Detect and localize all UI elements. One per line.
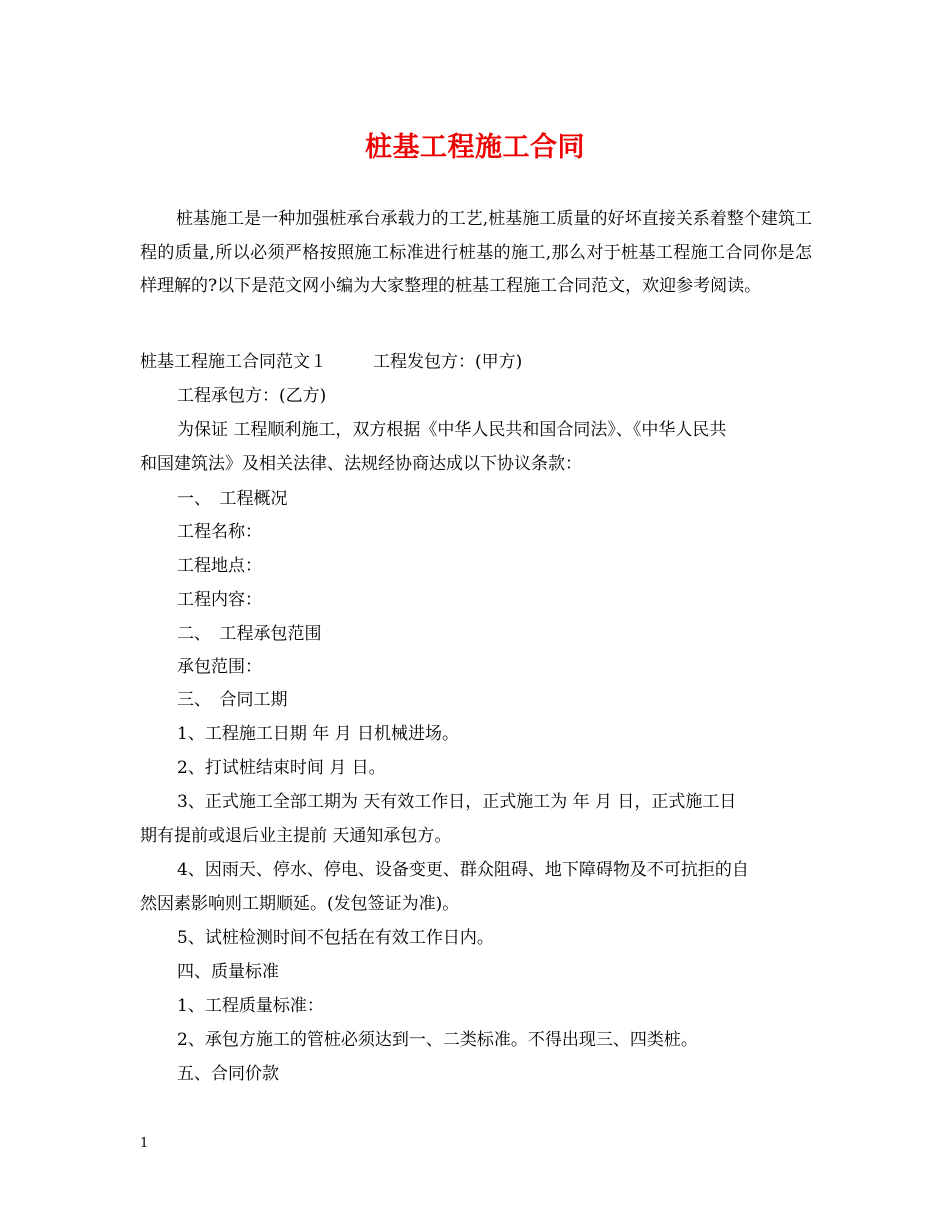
page-number: 1	[140, 1136, 149, 1151]
section-3-heading: 三、 合同工期	[177, 690, 288, 710]
project-content-field: 工程内容：	[177, 590, 262, 610]
section-2-heading: 二、 工程承包范围	[177, 624, 322, 644]
party-b-line: 工程承包方：(乙方)	[177, 386, 327, 406]
section-1-heading: 一、 工程概况	[177, 489, 288, 509]
document-title: 桩基工程施工合同	[365, 132, 585, 163]
project-name-field: 工程名称：	[177, 522, 262, 542]
preamble-line-2: 和国建筑法》及相关法律、法规经协商达成以下协议条款：	[140, 454, 582, 474]
party-a-line: 工程发包方：(甲方)	[373, 352, 523, 372]
section-3-item-3-line-1: 3、正式施工全部工期为 天有效工作日，正式施工为 年 月 日，正式施工日	[177, 792, 737, 812]
section-3-item-4-line-1: 4、因雨天、停水、停电、设备变更、群众阻碍、地下障碍物及不可抗拒的自	[177, 860, 749, 880]
preamble-line-1: 为保证 工程顺利施工，双方根据《中华人民共和国合同法》、《中华人民共	[177, 420, 727, 440]
section-4-heading: 四、质量标准	[177, 962, 279, 982]
section-4-item-1: 1、工程质量标准：	[177, 996, 324, 1016]
section-3-item-4-line-2: 然因素影响则工期顺延。(发包签证为准)。	[140, 894, 460, 914]
section-3-item-3-line-2: 期有提前或退后业主提前 天通知承包方。	[140, 826, 452, 846]
section-3-item-1: 1、工程施工日期 年 月 日机械进场。	[177, 724, 460, 744]
section-5-heading: 五、合同价款	[177, 1064, 279, 1084]
intro-paragraph: 桩基施工是一种加强桩承台承载力的工艺,桩基施工质量的好坏直接关系着整个建筑工程的质量,所以必须严格按照施工标准进行桩基的施工,那么对于桩基工程施工合同你是怎样理解的?以下是范文网小编为大家整理的桩基工程施工合同范文，欢迎参考阅读。	[140, 209, 812, 296]
section-3-item-2: 2、打试桩结束时间 月 日。	[177, 758, 386, 778]
section-4-item-2: 2、承包方施工的管桩必须达到一、二类标准。不得出现三、四类桩。	[177, 1030, 698, 1050]
sample-heading-line	[140, 352, 522, 372]
project-location-field: 工程地点：	[177, 556, 262, 576]
section-3-item-5: 5、试桩检测时间不包括在有效工作日内。	[177, 928, 494, 948]
sample-heading: 桩基工程施工合同范文１	[140, 352, 327, 372]
contract-scope-field: 承包范围：	[177, 657, 262, 677]
